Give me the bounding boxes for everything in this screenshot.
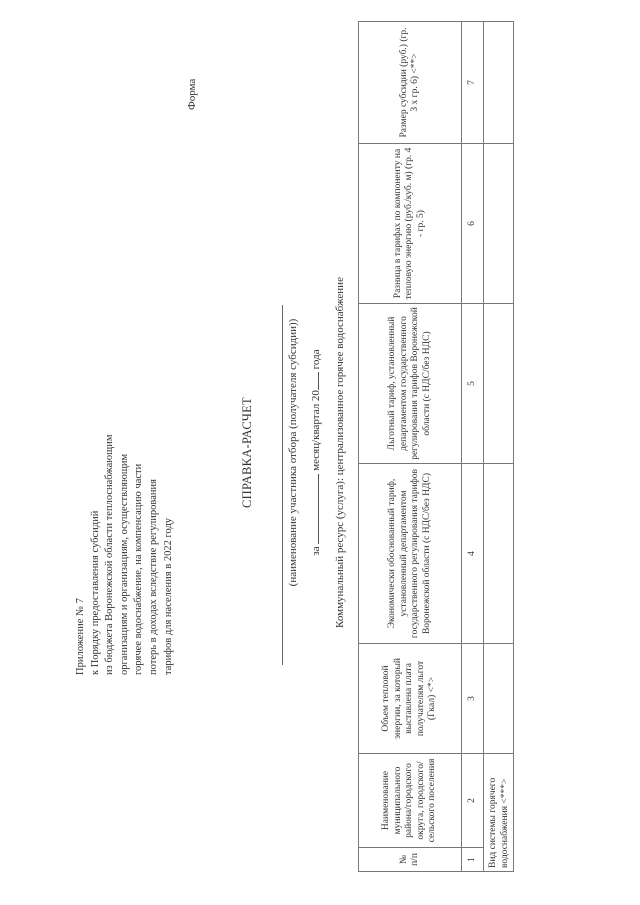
period-middle: месяц/квартал 20: [310, 390, 322, 471]
header-cell: Экономически обоснованный тариф, установленный департаментом государственного регулирования тарифов Воронежской области (с НДС/без НДС): [359, 464, 462, 644]
form-label: Форма: [186, 78, 198, 110]
header-cell: Наименование муниципального района/городского округа, городского/сельского поселения: [359, 754, 462, 848]
appendix-line: к Порядку предоставления субсидий: [89, 510, 101, 675]
recipient-caption: (наименование участника отбора (получателя субсидии)): [287, 318, 299, 587]
column-number: 5: [462, 304, 484, 464]
appendix-line: из бюджета Воронежской области теплоснабжающим: [104, 434, 116, 675]
period-line: [308, 0, 322, 905]
appendix-header: [74, 195, 176, 675]
header-cell: Размер субсидии (руб.) (гр. 3 х гр. 6) <**>: [359, 22, 462, 144]
table-cell: [484, 144, 514, 304]
appendix-line: организациям и организациям, осуществляющим: [118, 453, 130, 675]
appendix-line: Приложение № 7: [75, 598, 86, 675]
column-number: 6: [462, 144, 484, 304]
table-cell: [484, 644, 514, 754]
document-title: СПРАВКА-РАСЧЕТ: [240, 397, 254, 508]
table-cell: [484, 304, 514, 464]
calculation-table: [358, 21, 514, 872]
table-cell: [484, 464, 514, 644]
column-number: 3: [462, 644, 484, 754]
period-prefix: за: [310, 546, 322, 556]
appendix-line: горячее водоснабжение, на компенсацию части: [133, 463, 145, 675]
period-suffix: года: [310, 349, 322, 370]
resource-line: Коммунальный ресурс (услуга): централизованное горячее водоснабжение: [334, 277, 346, 628]
column-number: 4: [462, 464, 484, 644]
header-cell: Льготный тариф, установленный департаментом государственного регулирования тарифов Воронежской области (с НДС/без НДС): [359, 304, 462, 464]
appendix-line: потерь в доходах вследствие регулирования: [147, 479, 159, 675]
column-number: 7: [462, 22, 484, 144]
header-cell: № п/п: [359, 848, 462, 872]
table-cell: [484, 22, 514, 144]
period-month-blank: [308, 474, 319, 544]
period-year-blank: [308, 372, 319, 390]
column-number: 1: [462, 848, 484, 872]
table-row: [484, 22, 514, 872]
header-cell: Объем тепловой энергии, за который выставлена плата получателям льгот (Гкал) <*>: [359, 644, 462, 754]
column-number-row: [462, 22, 484, 872]
header-cell: Разница в тарифах по компоненту на тепловую энергию (руб./куб. м) (гр. 4 - гр. 5): [359, 144, 462, 304]
hot-water-system-type-label: Вид системы горячего водоснабжения <***>: [484, 754, 514, 872]
table-header-row: [359, 22, 462, 872]
recipient-fill-line: [282, 305, 283, 665]
appendix-line: тарифов для населения в 2022 году: [162, 517, 174, 675]
column-number: 2: [462, 754, 484, 848]
